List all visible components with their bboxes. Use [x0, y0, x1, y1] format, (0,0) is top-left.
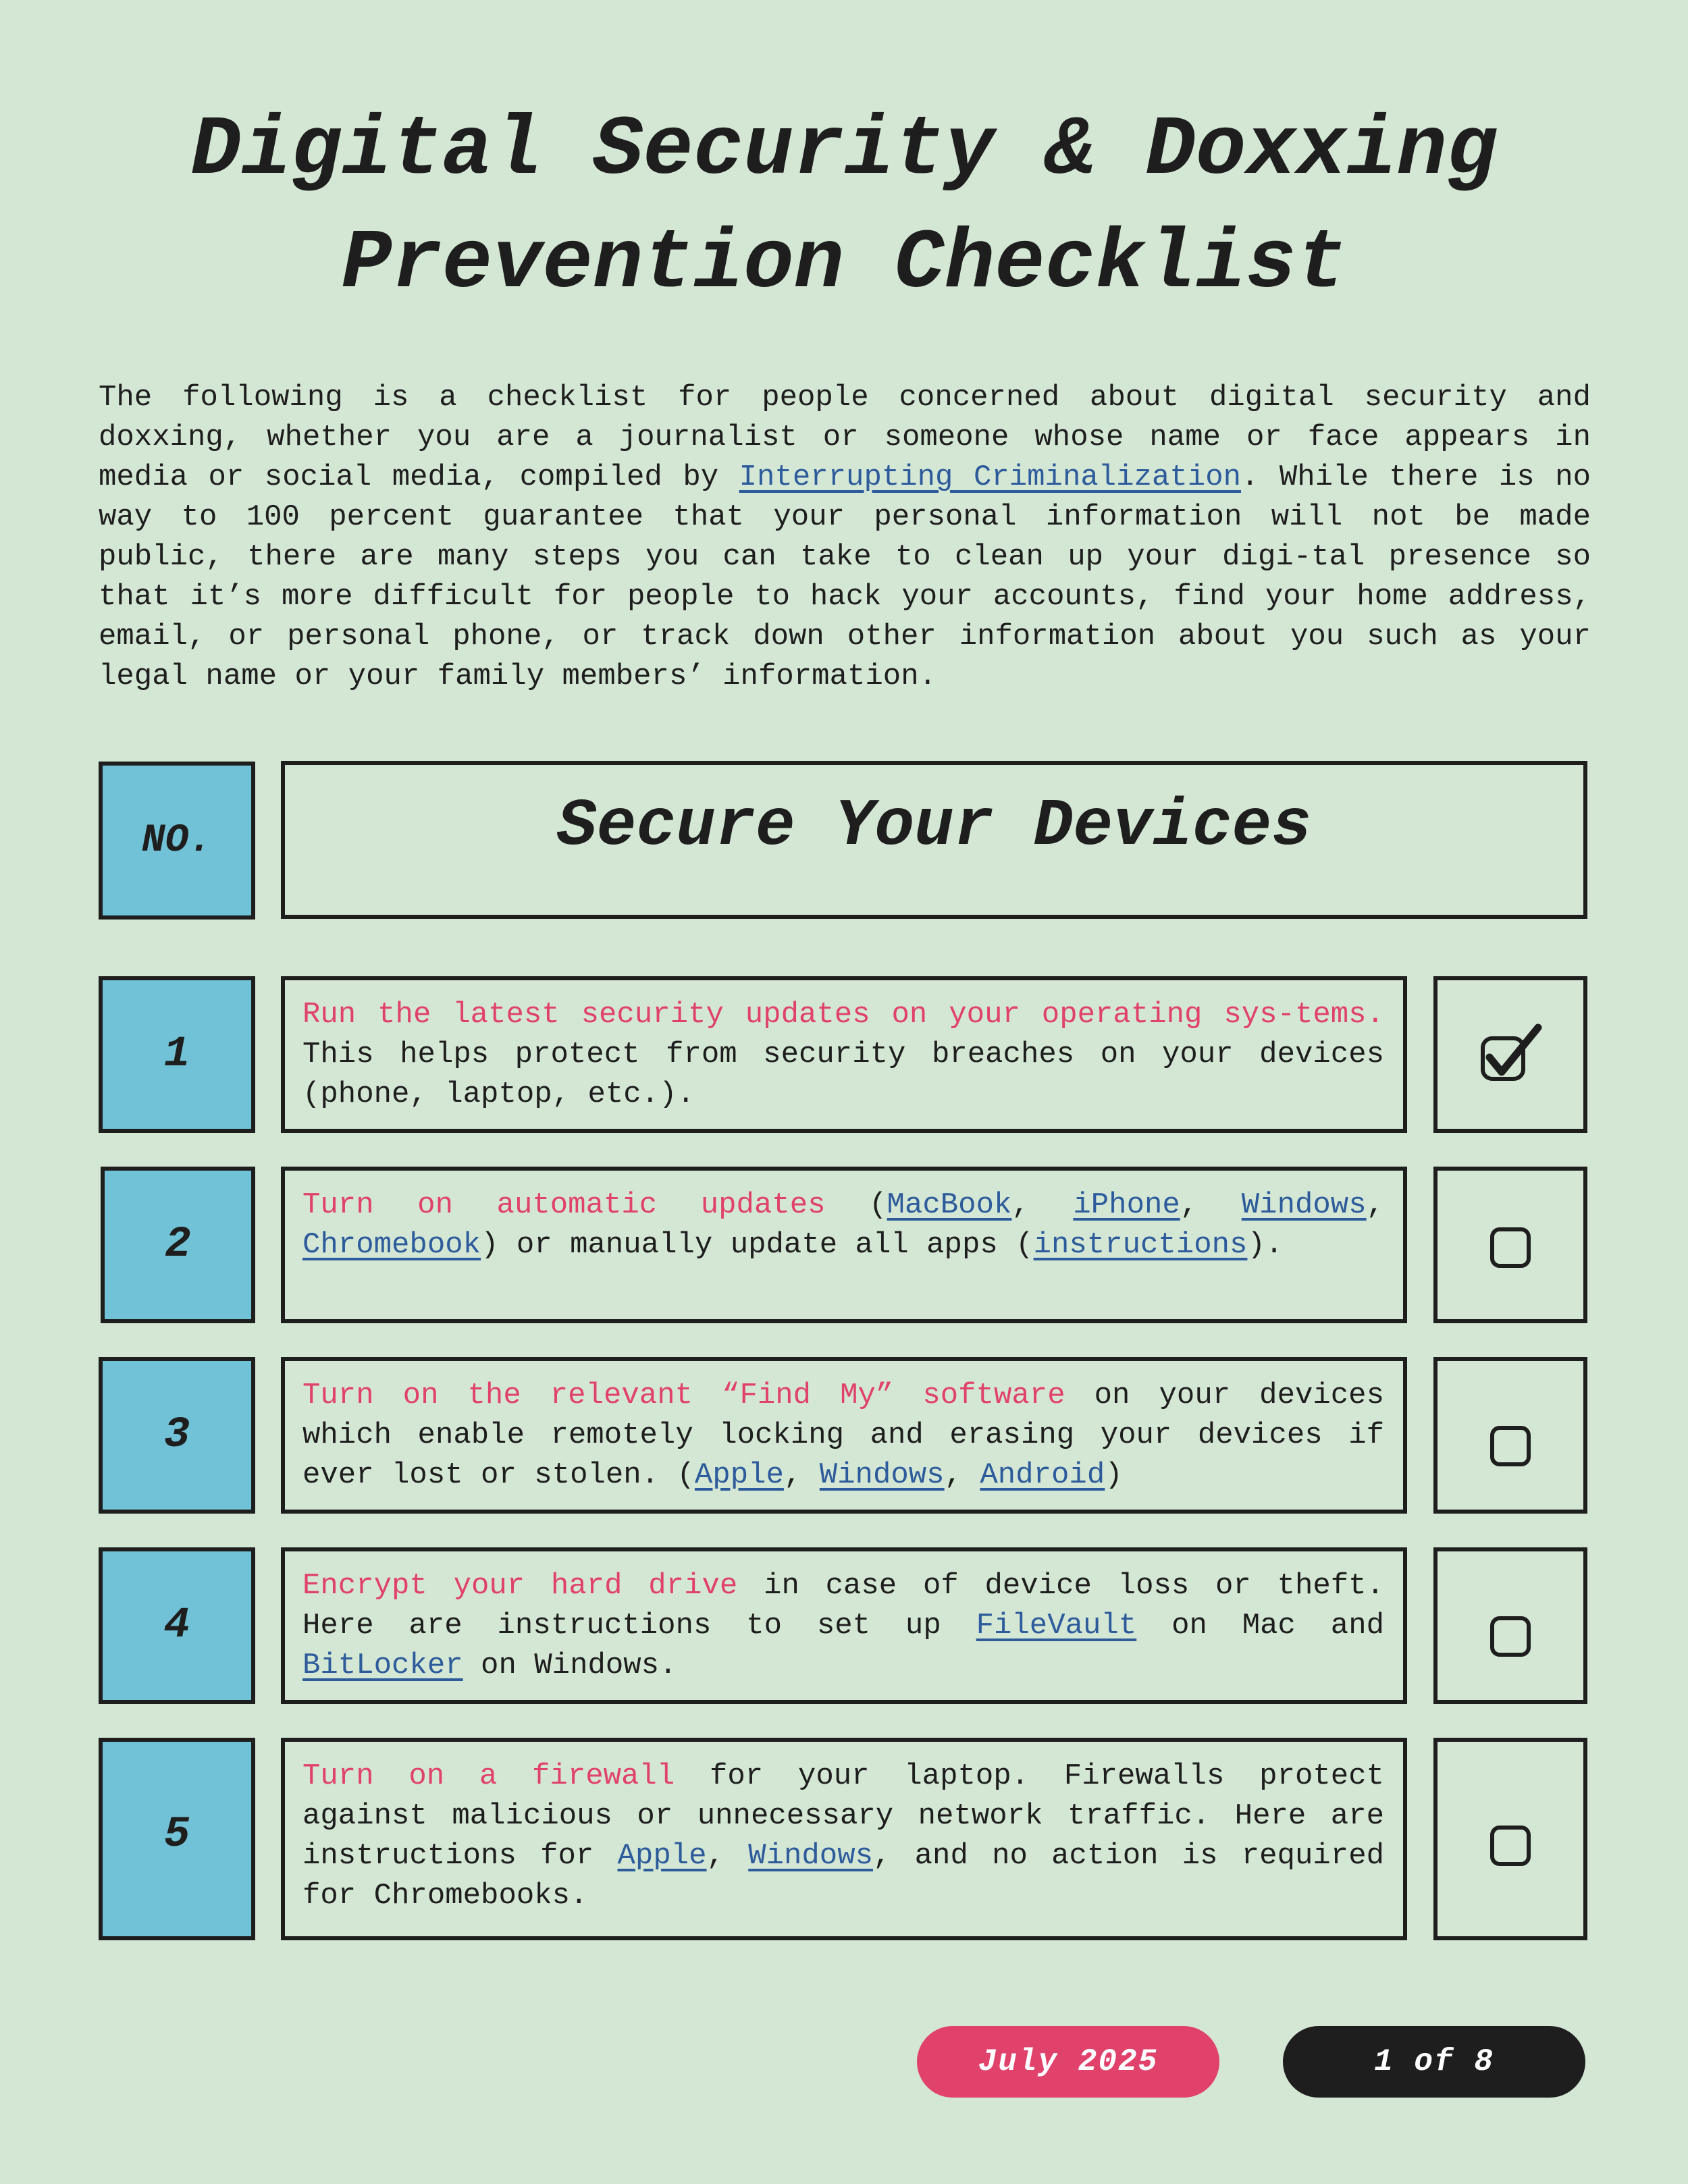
item-body: )	[1105, 1458, 1123, 1492]
page-title	[68, 95, 1620, 321]
section-title: Secure Your Devices	[556, 789, 1312, 864]
macbook-link[interactable]: MacBook	[887, 1188, 1012, 1222]
iphone-link[interactable]: iPhone	[1073, 1188, 1180, 1222]
checkbox-cell[interactable]	[1433, 1738, 1587, 1940]
item-number-box	[99, 1357, 255, 1514]
filevault-link[interactable]: FileVault	[976, 1609, 1137, 1643]
checklist-item-text	[281, 1738, 1407, 1940]
item-number: 3	[163, 1411, 190, 1460]
chromebook-link[interactable]: Chromebook	[302, 1228, 481, 1262]
item-body: This helps protect from security breaches on your devices (phone, laptop, etc.).	[302, 1038, 1384, 1111]
checkbox-cell[interactable]	[1433, 976, 1587, 1133]
checklist-item-text	[281, 1547, 1407, 1704]
item-highlight: Run the latest security updates on your operating sys-tems.	[302, 998, 1384, 1032]
title-line-2: Prevention Checklist	[341, 217, 1347, 312]
item-number: 2	[165, 1221, 191, 1269]
item-highlight: Encrypt your hard drive	[302, 1569, 738, 1603]
page-number-badge	[1283, 2026, 1585, 2098]
item-body: ,	[1180, 1188, 1242, 1222]
title-line-1: Digital Security & Doxxing	[190, 104, 1498, 198]
item-body: ) or manually update all apps (	[481, 1228, 1034, 1262]
apple-link[interactable]: Apple	[694, 1458, 784, 1492]
item-body: on your devices which enable remotely locking and erasing your devices if ever lost or stolen. (	[302, 1379, 1384, 1492]
page-number-label: 1 of 8	[1374, 2044, 1494, 2079]
item-number: 1	[163, 1030, 190, 1079]
item-body: on Windows.	[463, 1649, 677, 1682]
item-highlight: Turn on automatic updates	[302, 1188, 826, 1222]
windows-link[interactable]: Windows	[819, 1458, 945, 1492]
item-body: ,	[1366, 1188, 1385, 1222]
date-badge	[917, 2026, 1219, 2098]
checklist-item-text	[281, 976, 1407, 1133]
interrupting-criminalization-link[interactable]: Interrupting Criminalization	[739, 460, 1242, 494]
item-body: , and no action is required for Chromebooks.	[302, 1839, 1385, 1913]
item-body: ,	[944, 1458, 980, 1492]
empty-checkbox-icon[interactable]	[1490, 1826, 1531, 1866]
empty-checkbox-icon[interactable]	[1490, 1227, 1531, 1268]
checkmark-checkbox-icon[interactable]	[1473, 1021, 1548, 1088]
windows-link[interactable]: Windows	[1241, 1188, 1367, 1222]
item-number-box	[101, 1167, 255, 1323]
checkbox-cell[interactable]	[1433, 1167, 1587, 1323]
checklist-item-text	[281, 1167, 1407, 1323]
item-number-box	[99, 1547, 255, 1704]
item-number-box	[99, 1738, 255, 1940]
item-body: ).	[1247, 1228, 1284, 1262]
item-body: (	[825, 1188, 887, 1222]
item-body: in case of device loss or theft. Here are instructions to set up	[302, 1569, 1384, 1643]
intro-paragraph	[99, 378, 1591, 697]
checkbox-cell[interactable]	[1433, 1357, 1587, 1514]
android-link[interactable]: Android	[980, 1458, 1105, 1492]
no-column-header	[99, 762, 255, 920]
bitlocker-link[interactable]: BitLocker	[302, 1649, 463, 1682]
apple-link[interactable]: Apple	[617, 1839, 707, 1873]
item-number: 5	[163, 1811, 190, 1859]
empty-checkbox-icon[interactable]	[1490, 1616, 1531, 1657]
item-number: 4	[163, 1601, 190, 1650]
empty-checkbox-icon[interactable]	[1490, 1426, 1531, 1466]
item-body: for your laptop. Firewalls protect against malicious or unnecessary network traffic. Here are instructions for	[302, 1759, 1385, 1873]
section-title-box	[281, 761, 1587, 919]
date-label: July 2025	[978, 2044, 1159, 2079]
intro-text-before: The following is a checklist for people concerned about digital security and doxxing, whether you are a journalist or someone whose name or face appears in media or social media, compiled by	[99, 381, 1591, 494]
instructions-link[interactable]: instructions	[1033, 1228, 1248, 1262]
item-highlight: Turn on a firewall	[302, 1759, 675, 1793]
intro-text-after: . While there is no way to 100 percent guarantee that your personal information will not be made public, there are many steps you can take to clean up your digi-tal presence so that it’s more difficult for people to hack your accounts, find your home address, email, or personal phone, or track down other information about you such as your legal name or your family members’ information.	[99, 460, 1591, 693]
checklist-item-text	[281, 1357, 1407, 1514]
item-body: ,	[1011, 1188, 1074, 1222]
checkbox-cell[interactable]	[1433, 1547, 1587, 1704]
item-body: ,	[706, 1839, 749, 1873]
item-highlight: Turn on the relevant “Find My” software	[302, 1379, 1065, 1412]
item-number-box	[99, 976, 255, 1133]
item-body: ,	[783, 1458, 820, 1492]
no-label: NO.	[141, 818, 213, 863]
item-body: on Mac and	[1136, 1609, 1385, 1643]
windows-link[interactable]: Windows	[748, 1839, 874, 1873]
